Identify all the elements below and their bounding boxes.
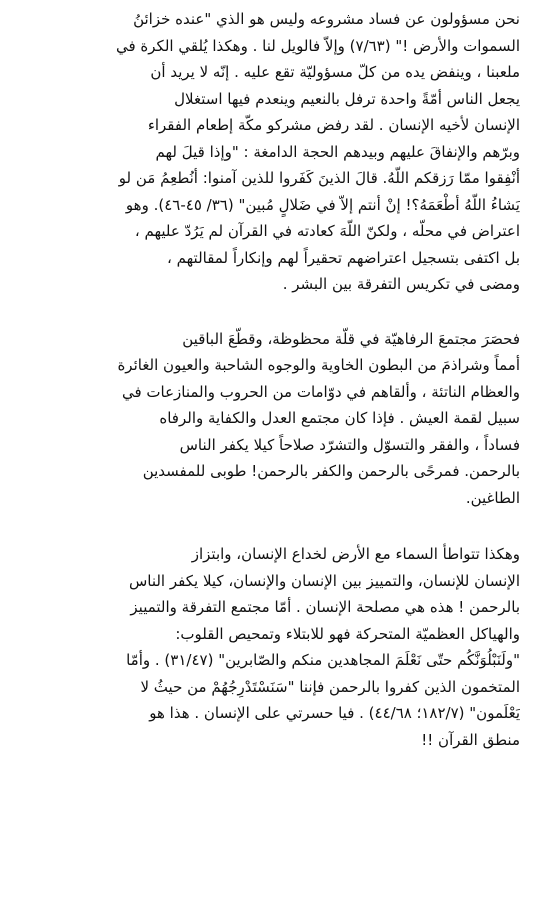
text-line: فساداً ، والفقر والتسوّل والتشرّد صلاحاً كيلا يكفر الناس — [179, 435, 520, 454]
text-line: يَعْلَمون" (١٨٢/٧؛ ٤٤/٦٨) . فيا حسرتي على الإنسان . هذا هو — [149, 704, 520, 722]
paragraph-1 — [14, 6, 520, 298]
text-line: يجعل الناس أمّةً واحدة ترفل بالنعيم وينعدم فيها استغلال — [174, 89, 520, 108]
text-line: المتخمون الذين كفروا بالرحمن فإننا "سَنَسْتَدْرِجُهُمْ من حيثُ لا — [140, 677, 520, 696]
text-line: "ولَنَبْلُوَنَّكُم حتّى نَعْلَمَ المجاهدين منكم والصّابرين" (٣١/٤٧) . وأمّا — [126, 651, 520, 669]
text-line: ملعبنا ، وينفض يده من كلّ مسؤوليّة تقع عليه . إنّه لا يريد أن — [150, 63, 520, 81]
text-line: اعتراض في محلّه ، ولكنّ اللّهَ كعادته في القرآن لم يَرُدّ عليهم ، — [134, 222, 520, 240]
text-line: والعظام الناتئة ، وألقاهم في دوّامات من الحروب والمنازعات في — [121, 382, 520, 401]
text-line: أنْفِقوا ممّا رَزقكم اللّهُ. قالَ الذينَ كَفَروا للذين آمنوا: أنُطعِمُ مَن لو — [118, 169, 520, 187]
text-line: الإنسان للإنسان، والتمييز بين الإنسان والإنسان، كيلا يكفر الناس — [128, 571, 520, 590]
text-line: منطق القرآن !! — [421, 730, 520, 749]
text-line: فحصَرَ مجتمعَ الرفاهيّة في قلّة محظوظة، وقطّعَ الباقين — [182, 329, 520, 348]
text-line: الطاغين. — [465, 488, 520, 507]
paragraph-2 — [14, 326, 520, 512]
text-line: أمماً وشراذمَ من البطون الخاوية والوجوه الشاحبة والعيون الغائرة — [117, 356, 520, 374]
text-line: يَشاءُ اللّهُ أطْعَمَهُ؟! إنْ أنتم إلاّ في ضَلالٍ مُبين" (٣٦/ ٤٥-٤٦). وهو — [125, 195, 520, 214]
text-line: السموات والأرض !" (٧/٦٣) وإلاّ فالويل لنا . وهكذا يُلقي الكرة في — [115, 36, 520, 55]
text-line: والهياكل العظميّة المتحركة فهو للابتلاء وتمحيص القلوب: — [175, 624, 520, 643]
text-line: الإنسان لأخيه الإنسان . لقد رفض مشركو مكّة إطعام الفقراء — [147, 116, 520, 134]
text-line: نحن مسؤولون عن فساد مشروعه وليس هو الذي "عنده خزائنُ — [133, 10, 520, 28]
text-line: بالرحمن. فمرحًى بالرحمن والكفر بالرحمن! طوبى للمفسدين — [142, 462, 520, 480]
paragraph-3 — [14, 541, 520, 753]
text-line: وهكذا تتواطأ السماء مع الأرض لخداع الإنسان، وابتزاز — [191, 545, 520, 563]
text-line: ومضى في تكريس التفرقة بين البشر . — [282, 275, 520, 293]
text-line: بالرحمن ! هذه هي مصلحة الإنسان . أمّا مجتمع التفرقة والتمييز — [130, 598, 520, 616]
text-line: سبيل لقمة العيش . فإذا كان مجتمع العدل والكفاية والرفاه — [159, 409, 520, 427]
text-line: وبرّهم والإنفاقَ عليهم وبيدهم الحجة الدامغة : "وإذا قيلَ لهم — [155, 142, 520, 161]
text-line: بل اكتفى بتسجيل اعتراضهم تحقيراً لهم وإنكاراً لمقالتهم ، — [167, 248, 520, 267]
